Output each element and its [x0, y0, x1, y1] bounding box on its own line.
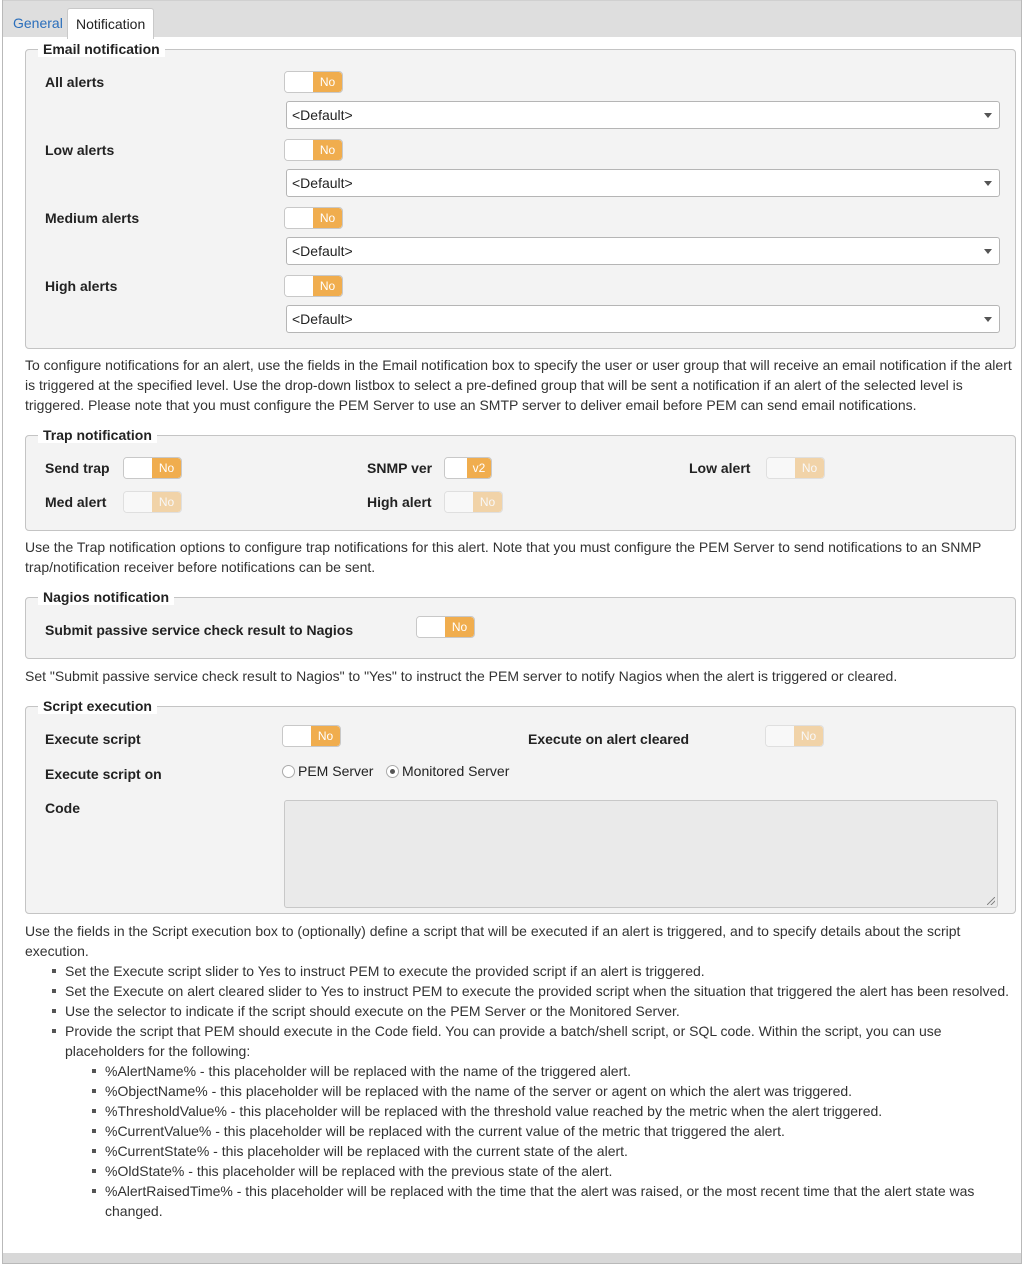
tab-bar — [3, 0, 1021, 37]
list-item-text: Provide the script that PEM should execute in the Code field. You can provide a batch/shell script, or SQL code. Within the script, you can use placeholders for the following: — [65, 1023, 942, 1059]
snmp-ver-toggle[interactable] — [444, 457, 492, 479]
resize-grip-icon[interactable] — [987, 897, 995, 905]
list-item: %CurrentState% - this placeholder will be replaced with the current state of the alert. — [105, 1141, 1015, 1161]
all-alerts-select[interactable] — [286, 101, 1000, 129]
medium-alerts-toggle[interactable] — [284, 207, 343, 229]
medium-alerts-select-value: <Default> — [292, 243, 353, 259]
chevron-down-icon — [984, 317, 992, 322]
toggle-state: No — [313, 208, 342, 228]
all-alerts-toggle[interactable] — [284, 71, 343, 93]
list-item — [65, 1021, 1015, 1221]
radio-pem-server-label: PEM Server — [298, 763, 374, 779]
list-item: Set the Execute script slider to Yes to instruct PEM to execute the provided script if an alert is triggered. — [65, 961, 1015, 981]
email-help-text: To configure notifications for an alert, use the fields in the Email notification box to specify the user or user group that will receive an email notification if the alert is triggered at the specified level. Use the drop-down listbox to select a pre-defined group that will be sent a notification if an alert of the selected level is triggered. Please note that you must configure the PEM Server to use an SMTP server to deliver email before PEM can send email notifications. — [25, 357, 1012, 413]
toggle-state: No — [313, 276, 342, 296]
tab-notification[interactable]: Notification — [67, 8, 154, 39]
trap-notification-box — [25, 427, 1016, 531]
script-help-list — [25, 961, 1015, 1221]
low-alerts-select-value: <Default> — [292, 175, 353, 191]
list-item: %AlertRaisedTime% - this placeholder will be replaced with the time that the alert was raised, or the most recent time that the alert state was changed. — [105, 1181, 1015, 1221]
all-alerts-label: All alerts — [45, 74, 105, 90]
med-alert-toggle[interactable] — [123, 491, 182, 513]
toggle-state: No — [152, 492, 181, 512]
tab-general[interactable]: General — [13, 15, 63, 31]
toggle-knob — [767, 458, 797, 478]
all-alerts-select-value: <Default> — [292, 107, 353, 123]
list-item: %ObjectName% - this placeholder will be replaced with the name of the server or agent on which the alert was triggered. — [105, 1081, 1015, 1101]
dialog-frame — [2, 0, 1022, 1264]
nagios-notification-legend: Nagios notification — [38, 589, 174, 605]
toggle-state: v2 — [467, 458, 491, 478]
nagios-notification-box — [25, 589, 1016, 659]
execute-on-label: Execute script on — [45, 766, 162, 782]
high-alerts-select-value: <Default> — [292, 311, 353, 327]
chevron-down-icon — [984, 113, 992, 118]
toggle-knob — [285, 276, 315, 296]
script-execution-box — [25, 698, 1016, 914]
toggle-state: No — [794, 726, 823, 746]
list-item: Set the Execute on alert cleared slider to Yes to instruct PEM to execute the provided script when the situation that triggered the alert has been resolved. — [65, 981, 1015, 1001]
low-alert-toggle[interactable] — [766, 457, 825, 479]
script-help-text — [25, 921, 1015, 1221]
email-notification-legend: Email notification — [38, 41, 165, 57]
toggle-knob — [283, 726, 313, 746]
radio-monitored-server[interactable] — [386, 763, 509, 779]
medium-alerts-label: Medium alerts — [45, 210, 140, 226]
placeholder-list — [65, 1061, 1015, 1221]
execute-script-toggle[interactable] — [282, 725, 341, 747]
radio-pem-server[interactable] — [282, 763, 373, 779]
toggle-state: No — [445, 617, 474, 637]
nagios-submit-label: Submit passive service check result to Nagios — [45, 622, 354, 638]
med-alert-label: Med alert — [45, 494, 107, 510]
toggle-state: No — [473, 492, 502, 512]
execute-cleared-toggle[interactable] — [765, 725, 824, 747]
execute-cleared-label: Execute on alert cleared — [528, 731, 690, 747]
toggle-state: No — [311, 726, 340, 746]
toggle-knob — [124, 458, 154, 478]
toggle-knob — [124, 492, 154, 512]
script-help-intro: Use the fields in the Script execution box to (optionally) define a script that will be executed if an alert is triggered, and to specify details about the script execution. — [25, 923, 961, 959]
low-alerts-label: Low alerts — [45, 142, 115, 158]
toggle-knob — [766, 726, 796, 746]
radio-circle — [386, 765, 399, 778]
low-alerts-toggle[interactable] — [284, 139, 343, 161]
toggle-knob — [445, 458, 469, 478]
toggle-knob — [445, 492, 475, 512]
script-execution-legend: Script execution — [38, 698, 157, 714]
chevron-down-icon — [984, 181, 992, 186]
email-notification-box — [25, 41, 1016, 349]
toggle-knob — [285, 208, 315, 228]
execute-script-label: Execute script — [45, 731, 141, 747]
toggle-state: No — [313, 72, 342, 92]
medium-alerts-select[interactable] — [286, 237, 1000, 265]
trap-notification-legend: Trap notification — [38, 427, 157, 443]
chevron-down-icon — [984, 249, 992, 254]
high-alert-label: High alert — [367, 494, 432, 510]
toggle-knob — [417, 617, 447, 637]
list-item: %OldState% - this placeholder will be replaced with the previous state of the alert. — [105, 1161, 1015, 1181]
code-label: Code — [45, 800, 80, 816]
low-alerts-select[interactable] — [286, 169, 1000, 197]
radio-monitored-server-label: Monitored Server — [402, 763, 510, 779]
nagios-help-text: Set "Submit passive service check result to Nagios" to "Yes" to instruct the PEM server to notify Nagios when the alert is triggered or cleared. — [25, 668, 898, 684]
high-alerts-toggle[interactable] — [284, 275, 343, 297]
send-trap-label: Send trap — [45, 460, 110, 476]
toggle-state: No — [795, 458, 824, 478]
trap-help-text: Use the Trap notification options to configure trap notifications for this alert. Note that you must configure the PEM Server to send notifications to an SNMP trap/notification receiver before notifications can be sent. — [25, 539, 982, 575]
snmp-ver-label: SNMP ver — [367, 460, 433, 476]
send-trap-toggle[interactable] — [123, 457, 182, 479]
list-item: %AlertName% - this placeholder will be replaced with the name of the triggered alert. — [105, 1061, 1015, 1081]
nagios-submit-toggle[interactable] — [416, 616, 475, 638]
bottom-bar — [3, 1253, 1021, 1263]
high-alerts-label: High alerts — [45, 278, 118, 294]
toggle-knob — [285, 140, 315, 160]
toggle-state: No — [152, 458, 181, 478]
list-item: %ThresholdValue% - this placeholder will be replaced with the threshold value reached by the metric when the alert triggered. — [105, 1101, 1015, 1121]
radio-circle — [282, 765, 295, 778]
low-alert-label: Low alert — [689, 460, 751, 476]
toggle-knob — [285, 72, 315, 92]
high-alert-toggle[interactable] — [444, 491, 503, 513]
toggle-state: No — [313, 140, 342, 160]
list-item: Use the selector to indicate if the script should execute on the PEM Server or the Monitored Server. — [65, 1001, 1015, 1021]
high-alerts-select[interactable] — [286, 305, 1000, 333]
list-item: %CurrentValue% - this placeholder will be replaced with the current value of the metric that triggered the alert. — [105, 1121, 1015, 1141]
code-textarea[interactable] — [284, 800, 998, 908]
